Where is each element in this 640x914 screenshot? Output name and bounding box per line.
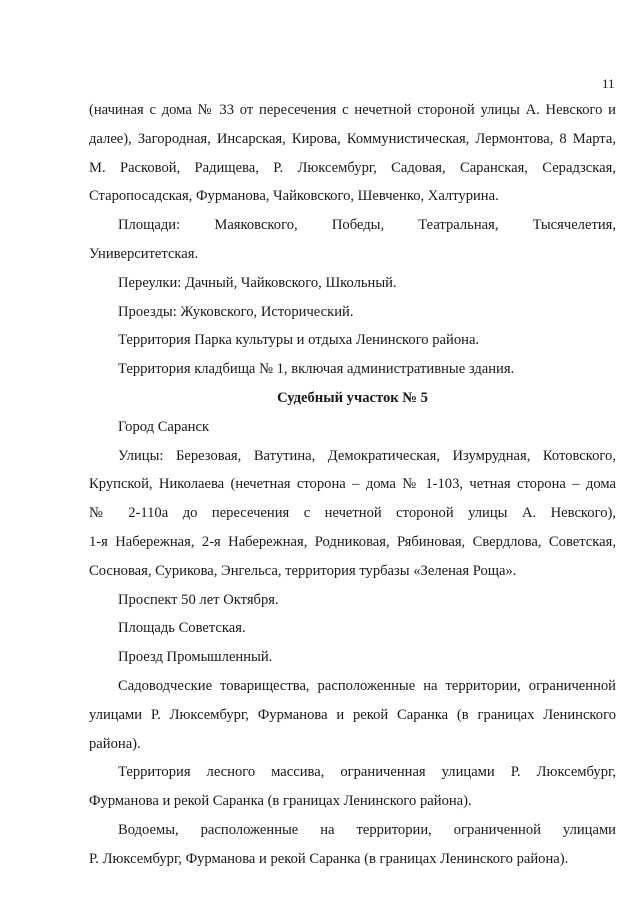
- text-line: Город Саранск: [118, 418, 210, 435]
- paragraph-passages: [89, 298, 616, 327]
- text-line: (начиная с дома № 33 от пересечения с нечетной стороной улицы А. Невского и: [89, 102, 616, 118]
- text-line: Территория лесного массива, ограниченная улицами Р. Люксембург,: [118, 764, 616, 781]
- text-line: Переулки: Дачный, Чайковского, Школьный.: [118, 274, 397, 291]
- text-line: Проезд Промышленный.: [118, 649, 273, 666]
- text-line: Проспект 50 лет Октября.: [118, 591, 279, 608]
- paragraph-water: [89, 816, 616, 874]
- paragraph-park: [89, 326, 616, 355]
- text-line: далее), Загородная, Инсарская, Кирова, Коммунистическая, Лермонтова, 8 Марта,: [89, 130, 616, 147]
- section-heading: Судебный участок № 5: [277, 389, 428, 406]
- text-line: Площадь Советская.: [118, 620, 246, 637]
- text-line: Водоемы, расположенные на территории, ограниченной улицами: [118, 821, 616, 838]
- paragraph-cemetery: [89, 355, 616, 384]
- paragraph-forest: [89, 758, 616, 816]
- text-line: Улицы: Березовая, Ватутина, Демократическая, Изумрудная, Котовского,: [118, 447, 616, 464]
- text-line: улицами Р. Люксембург, Фурманова и рекой Саранка (в границах Ленинского: [89, 706, 616, 723]
- text-line: Старопосадская, Фурманова, Чайковского, Шевченко, Халтурина.: [89, 188, 499, 205]
- text-line: Фурманова и рекой Саранка (в границах Ленинского района).: [89, 793, 472, 810]
- page-number: 11: [602, 76, 615, 91]
- text-line: М. Расковой, Радищева, Р. Люксембург, Садовая, Саранская, Серадзская,: [89, 159, 616, 176]
- text-line: № 2-110а до пересечения с нечетной стороной улицы А. Невского),: [89, 505, 616, 522]
- paragraph-avenue: [89, 586, 616, 615]
- document-body: [89, 96, 616, 874]
- text-line: Площади: Маяковского, Победы, Театральная, Тысячелетия,: [118, 217, 616, 234]
- paragraph-passage: [89, 643, 616, 672]
- paragraph-streets: [89, 442, 616, 586]
- text-line: Территория Парка культуры и отдыха Ленинского района.: [118, 332, 480, 349]
- text-line: Проезды: Жуковского, Исторический.: [118, 303, 354, 320]
- text-line: района).: [89, 735, 141, 752]
- paragraph-city: [89, 413, 616, 442]
- text-line: Р. Люксембург, Фурманова и рекой Саранка (в границах Ленинского района).: [89, 850, 569, 867]
- paragraph-streets-continued: [89, 96, 616, 211]
- text-line: Садоводческие товарищества, расположенные на территории, ограниченной: [118, 677, 616, 694]
- text-line: Сосновая, Сурикова, Энгельса, территория турбазы «Зеленая Роща».: [89, 562, 517, 579]
- paragraph-lanes: [89, 269, 616, 298]
- paragraph-square: [89, 614, 616, 643]
- text-line: Территория кладбища № 1, включая административные здания.: [118, 361, 515, 378]
- text-line: Университетская.: [89, 245, 199, 262]
- text-line: Крупской, Николаева (нечетная сторона – дома № 1-103, четная сторона – дома: [89, 476, 616, 493]
- text-line: 1-я Набережная, 2-я Набережная, Родниковая, Рябиновая, Свердлова, Советская,: [89, 533, 616, 550]
- paragraph-squares: [89, 211, 616, 269]
- paragraph-gardening: [89, 672, 616, 758]
